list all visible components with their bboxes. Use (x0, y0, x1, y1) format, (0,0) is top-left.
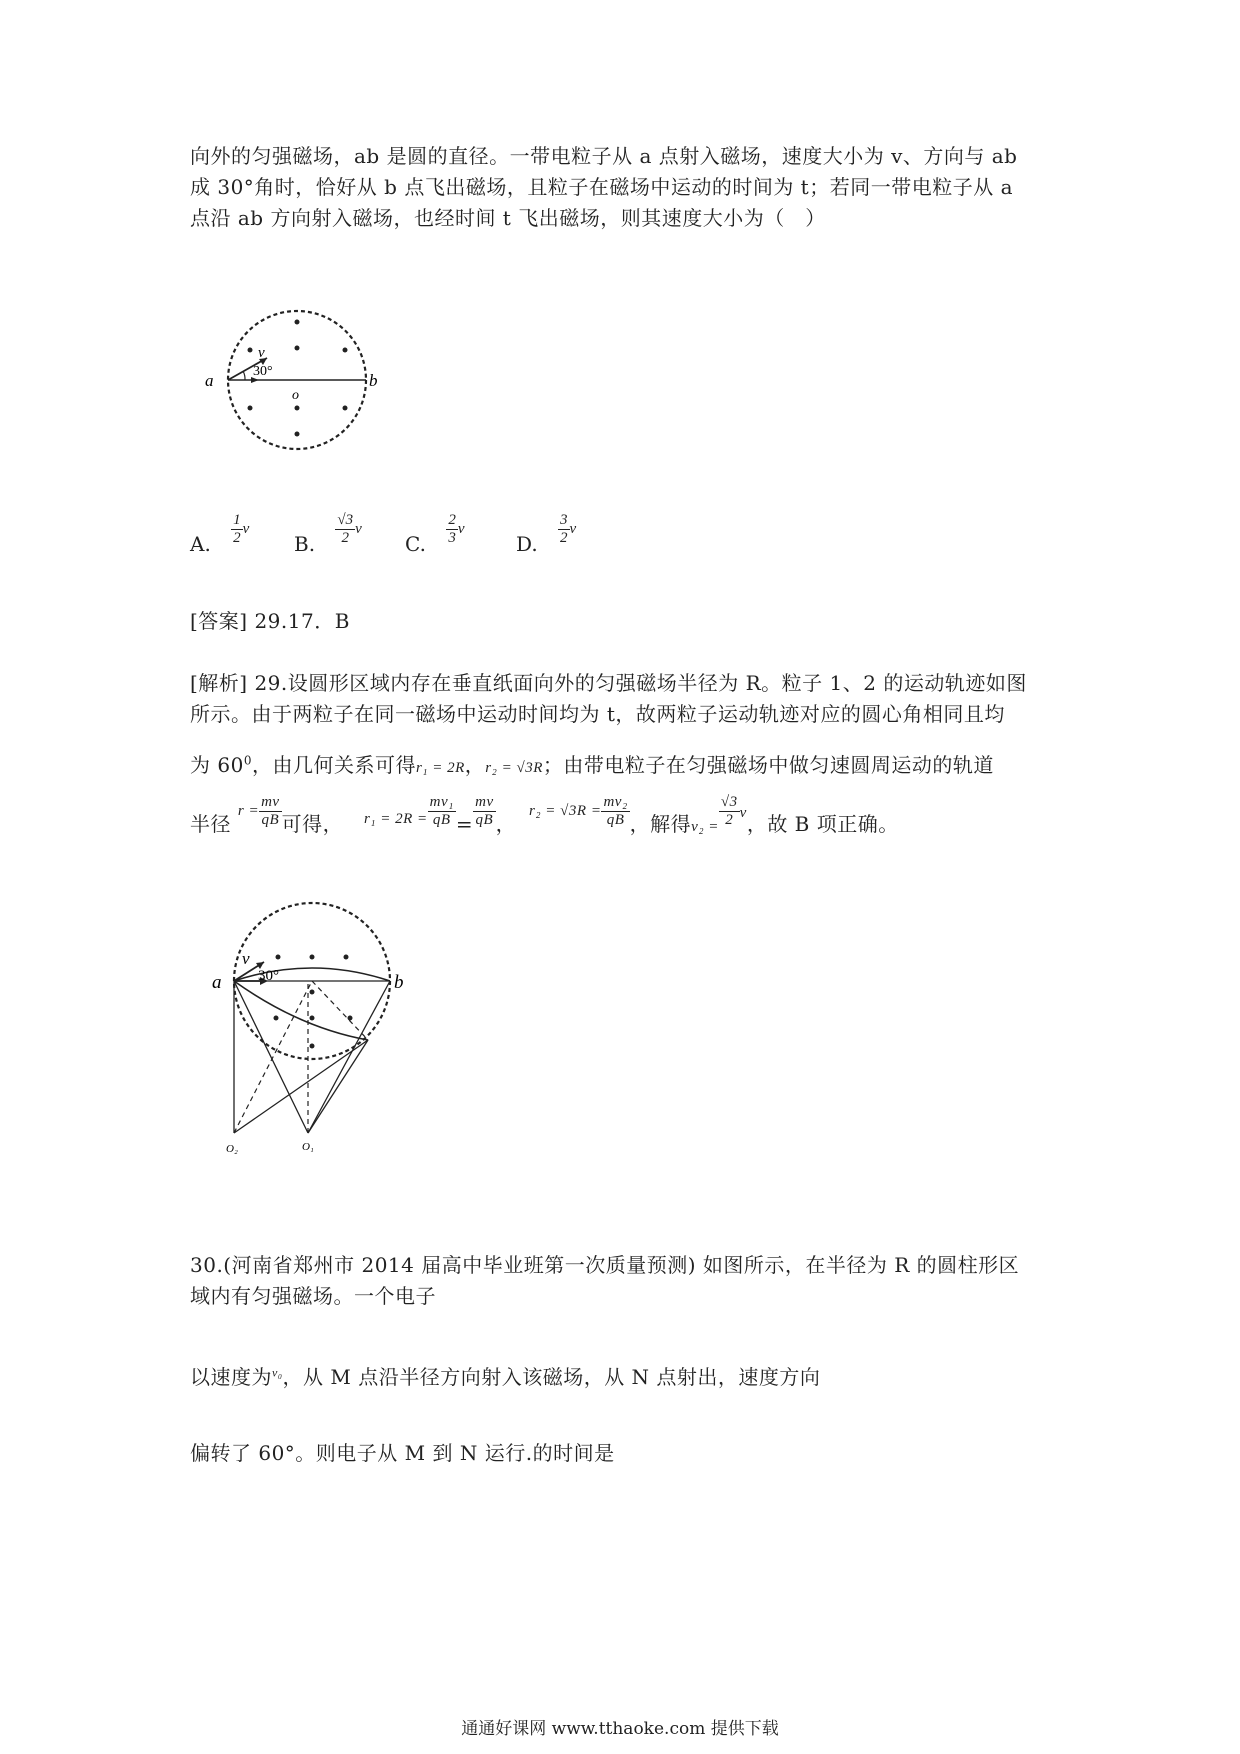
option-c-fraction: $\frac{2}{3}$ (448, 512, 456, 546)
fig2-point-a-label: a (212, 972, 222, 993)
option-d-label: D. (516, 532, 538, 556)
option-d-fraction: $\frac{3}{2}$ (560, 512, 568, 546)
option-c[interactable]: C. $\frac{2}{3}$ $^v$ (405, 512, 465, 556)
option-d[interactable]: D. $\frac{3}{2}$ $^v$ (516, 512, 577, 556)
q29-line-1: 向外的匀强磁场，ab 是圆的直径。一带电粒子从 a 点射入磁场，速度大小为 v、方向与 ab (190, 144, 1018, 168)
analysis-line-4: 半径 $^{r =}$ $\frac{mv}{qB}$ 可得， $^{r_1 = 2R =}$ $\frac{\text{mv₁}}{qB}$ = $\frac{mv}{qB}$ ， $^{r_2 = √3R =}$ $\frac{\text{mv₂}}{qB}$ ，解得v₂ = $\frac{√3}{2}$ $^v$，故 B 项正确。 (190, 794, 899, 836)
option-a[interactable]: A. $\frac{1}{2}$ $^v$ (190, 512, 250, 556)
r2-formula: r₂ = √3R (485, 760, 543, 776)
option-a-label: A. (190, 532, 211, 556)
fig2-angle-30-label: 30° (258, 968, 279, 984)
point-b-label: b (369, 371, 378, 390)
point-o-label: o (292, 388, 299, 403)
q29-line-2: 成 30°角时，恰好从 b 点飞出磁场，且粒子在磁场中运动的时间为 t；若同一带电粒子从 a (190, 175, 1013, 199)
analysis-line-3: 为 $60^0$，由几何关系可得r₁ = 2R，r₂ = √3R；由带电粒子在匀强磁场中做匀速圆周运动的轨道 (190, 753, 994, 777)
figure-1-circle-diagram (195, 262, 385, 462)
velocity-v-label: v (258, 345, 265, 361)
mv-over-qB-fraction: $\frac{mv}{qB}$ (261, 794, 280, 828)
q29-line-3: 点沿 ab 方向射入磁场，也经时间 t 飞出磁场，则其速度大小为（ ） (190, 206, 826, 230)
page-footer: 通通好课网 www.tthaoke.com 提供下载 (461, 1719, 779, 1739)
fig2-point-b-label: b (394, 972, 404, 993)
v0-symbol: v₀ (272, 1365, 283, 1380)
q30-line-3: 以速度为$^{v_0}$，从 M 点沿半径方向射入该磁场，从 N 点射出，速度方向 (190, 1365, 821, 1389)
figure-2-trajectory-diagram (200, 900, 420, 1190)
q30-line-1: 30.(河南省郑州市 2014 届高中毕业班第一次质量预测) 如图所示，在半径为 R 的圆柱形区 (190, 1253, 1020, 1277)
q30-line-4: 偏转了 60°。则电子从 M 到 N 运行.的时间是 (190, 1441, 615, 1465)
analysis-line-1: [解析] 29.设圆形区域内存在垂直纸面向外的匀强磁场半径为 R。粒子 1、2 的运动轨迹如图 (190, 671, 1027, 695)
analysis-line-2: 所示。由于两粒子在同一磁场中运动时间均为 t，故两粒子运动轨迹对应的圆心角相同且均 (190, 702, 1005, 726)
angle-30-label: 30° (253, 364, 273, 379)
center-o2-label: O₂ (226, 1143, 238, 1155)
center-o1-label: O₁ (302, 1141, 314, 1153)
point-a-label: a (205, 371, 214, 390)
option-b-fraction: $\frac{√3}{2}$ (337, 512, 354, 546)
option-b[interactable]: B. $\frac{√3}{2}$ $^v$ (294, 512, 362, 556)
fig2-velocity-v-label: v (242, 949, 250, 968)
answer-line: [答案] 29.17．B (190, 609, 350, 633)
option-c-label: C. (405, 532, 426, 556)
r1-formula: r₁ = 2R (415, 760, 465, 776)
option-b-label: B. (294, 532, 316, 556)
option-a-fraction: $\frac{1}{2}$ (233, 512, 241, 546)
q30-line-2: 域内有匀强磁场。一个电子 (190, 1284, 436, 1308)
